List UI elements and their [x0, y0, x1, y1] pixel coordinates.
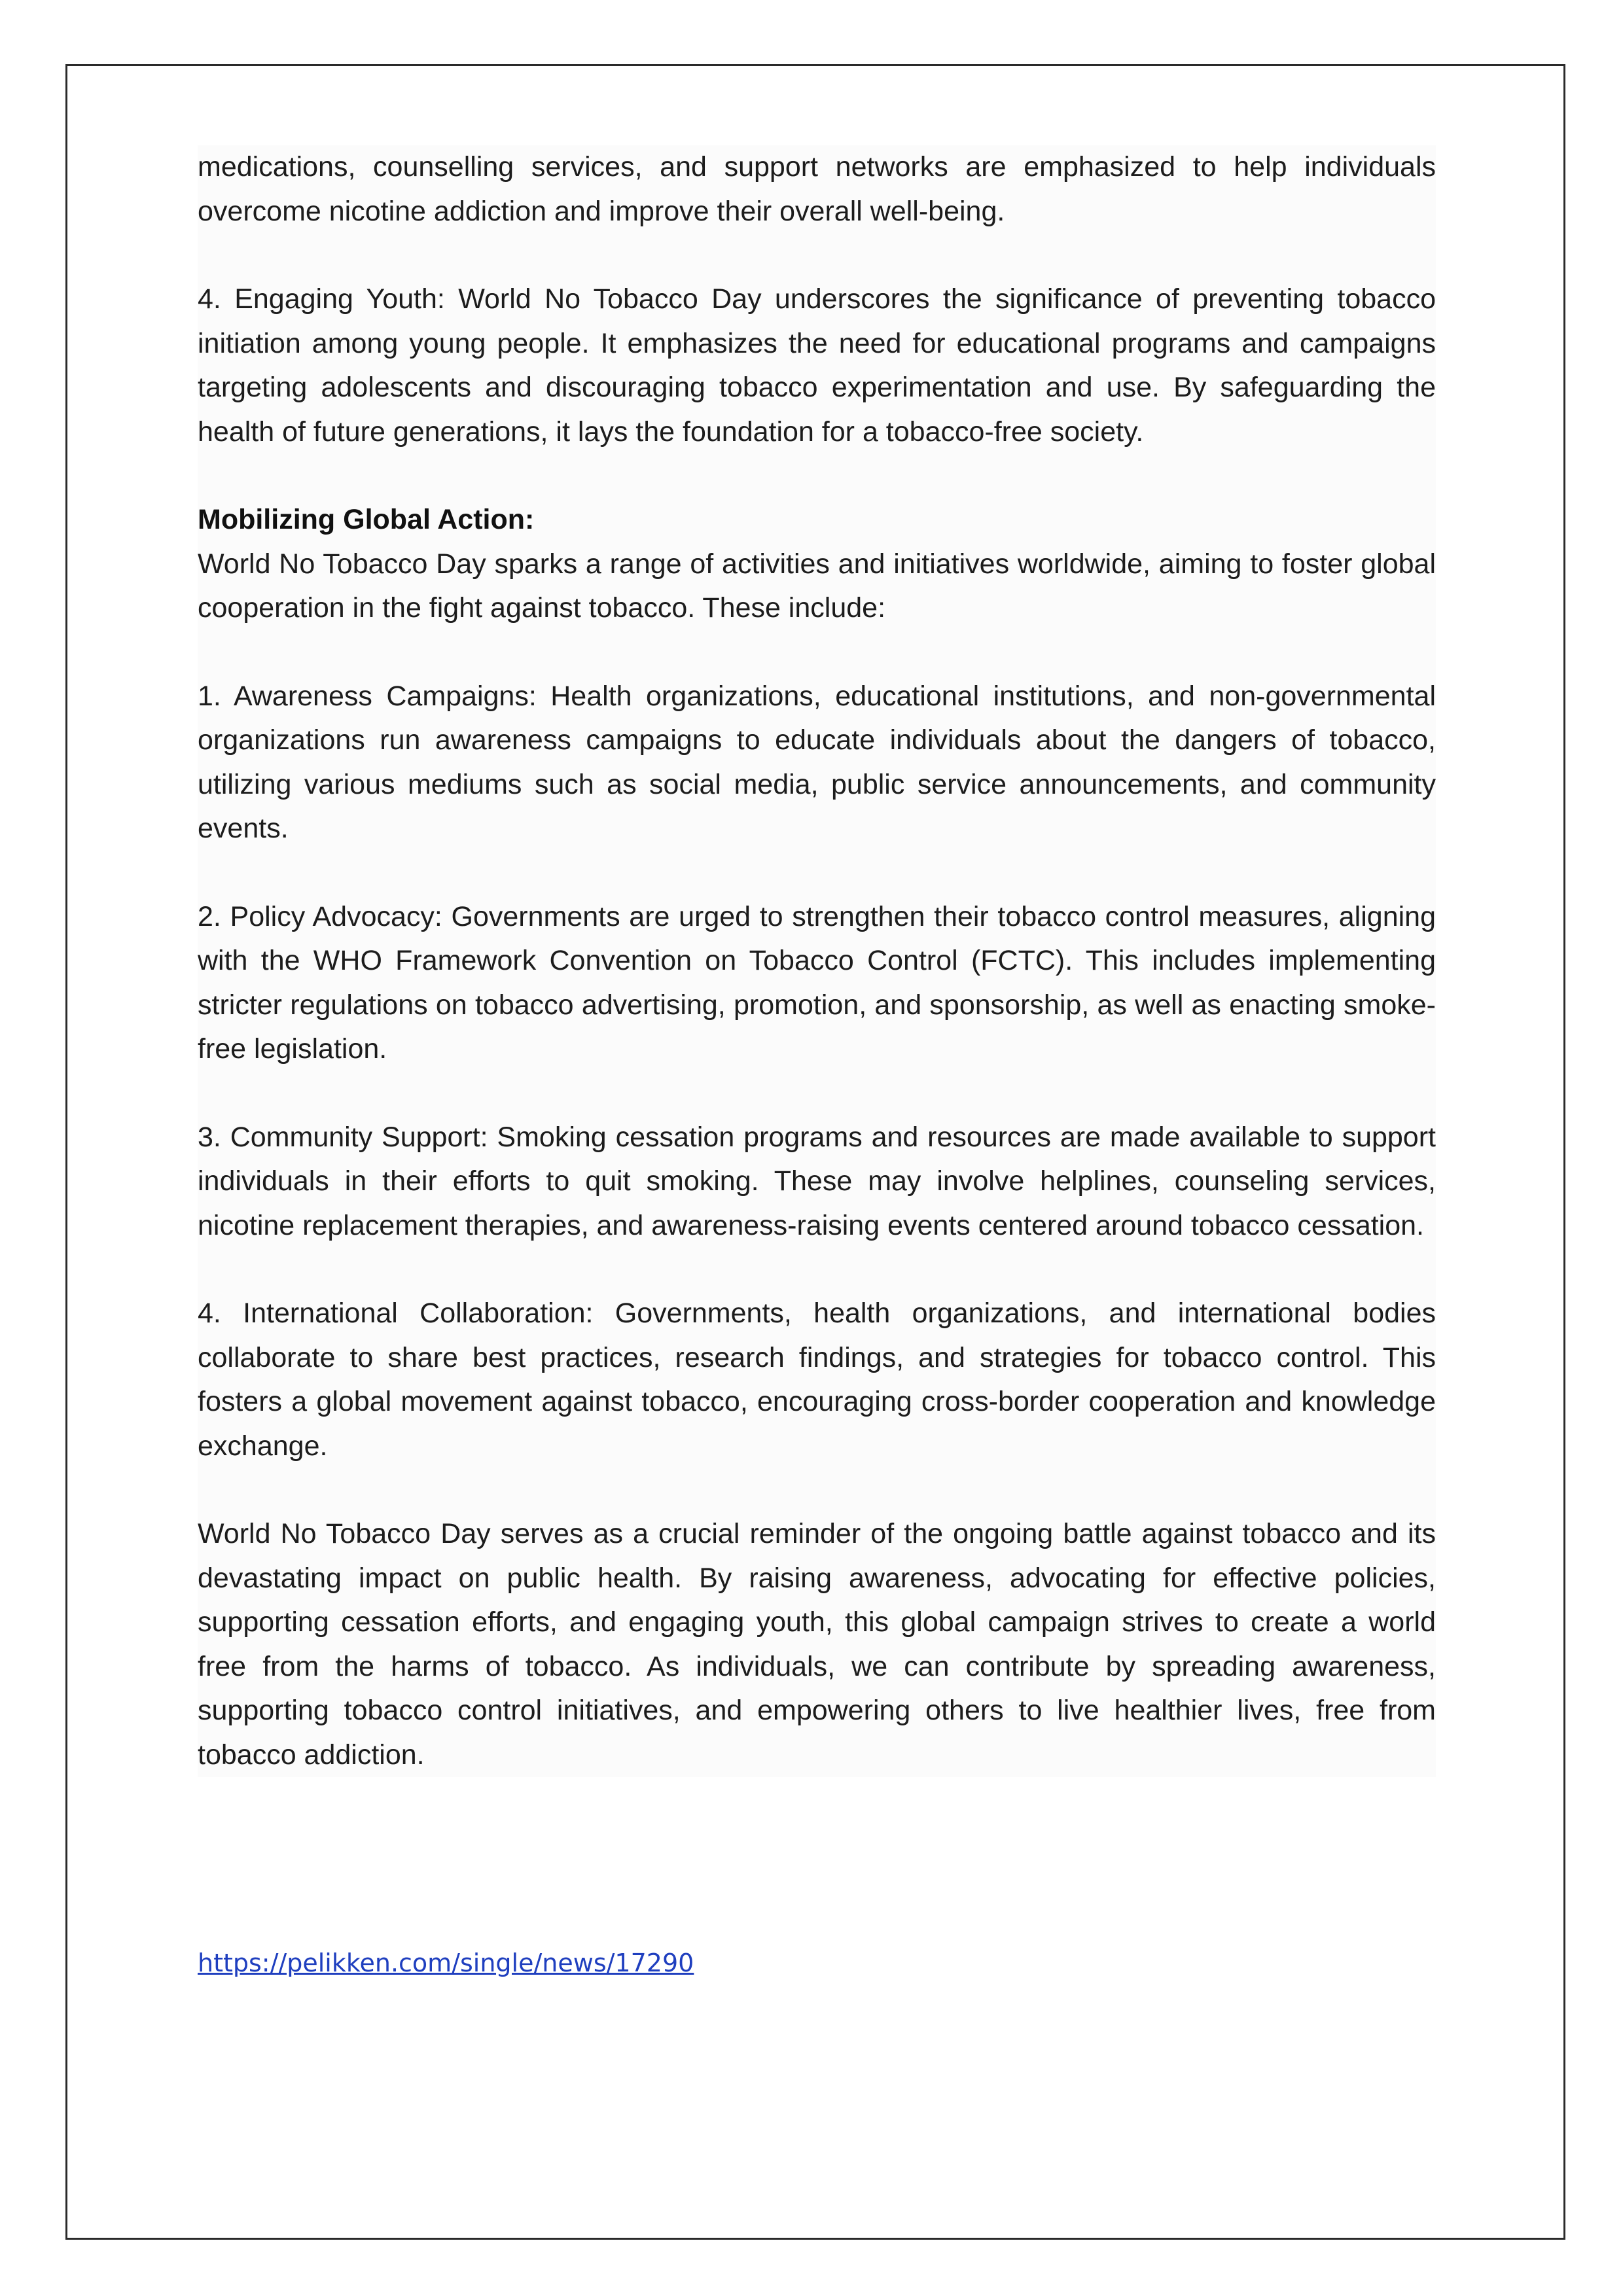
paragraph-medications: medications, counselling services, and support networks are emphasized to help individuals overcome nicotine addiction and improve their overall well-being. [198, 151, 1436, 227]
document-body [198, 145, 1436, 1777]
conclusion-paragraph: World No Tobacco Day serves as a crucial reminder of the ongoing battle against tobacco and its devastating impact on public health. By raising awareness, advocating for effective policies, supporting cessation efforts, and engaging youth, this global campaign strives to create a world free from the harms of tobacco. As individuals, we can contribute by spreading awareness, supporting tobacco control initiatives, and empowering others to live healthier lives, free from tobacco addiction. [198, 1518, 1436, 1771]
section-intro: World No Tobacco Day sparks a range of activities and initiatives worldwide, aiming to foster global cooperation in the fight against tobacco. These include: [198, 548, 1436, 624]
list-item-policy-advocacy: 2. Policy Advocacy: Governments are urged to strengthen their tobacco control measures, aligning with the WHO Framework Convention on Tobacco Control (FCTC). This includes implementing stricter regulations on tobacco advertising, promotion, and sponsorship, as well as enacting smoke-free legislation. [198, 900, 1436, 1065]
section-heading: Mobilizing Global Action: [198, 504, 535, 535]
list-item-international-collaboration: 4. International Collaboration: Governments, health organizations, and international bodies collaborate to share best practices, research findings, and strategies for tobacco control. This fosters a global movement against tobacco, encouraging cross-border cooperation and knowledge exchange. [198, 1298, 1436, 1462]
list-item-awareness-campaigns: 1. Awareness Campaigns: Health organizations, educational institutions, and non-governmental organizations run awareness campaigns to educate individuals about the dangers of tobacco, utilizing various mediums such as social media, public service announcements, and community events. [198, 680, 1436, 844]
list-item-community-support: 3. Community Support: Smoking cessation programs and resources are made available to support individuals in their efforts to quit smoking. These may involve helplines, counseling services, nicotine replacement therapies, and awareness-raising events centered around tobacco cessation. [198, 1121, 1436, 1241]
source-link[interactable]: https://pelikken.com/single/news/17290 [198, 1949, 694, 1977]
paragraph-engaging-youth: 4. Engaging Youth: World No Tobacco Day underscores the significance of preventing tobacco initiation among young people. It emphasizes the need for educational programs and campaigns targeting adolescents and discouraging tobacco experimentation and use. By safeguarding the health of future generations, it lays the foundation for a tobacco-free society. [198, 283, 1436, 448]
